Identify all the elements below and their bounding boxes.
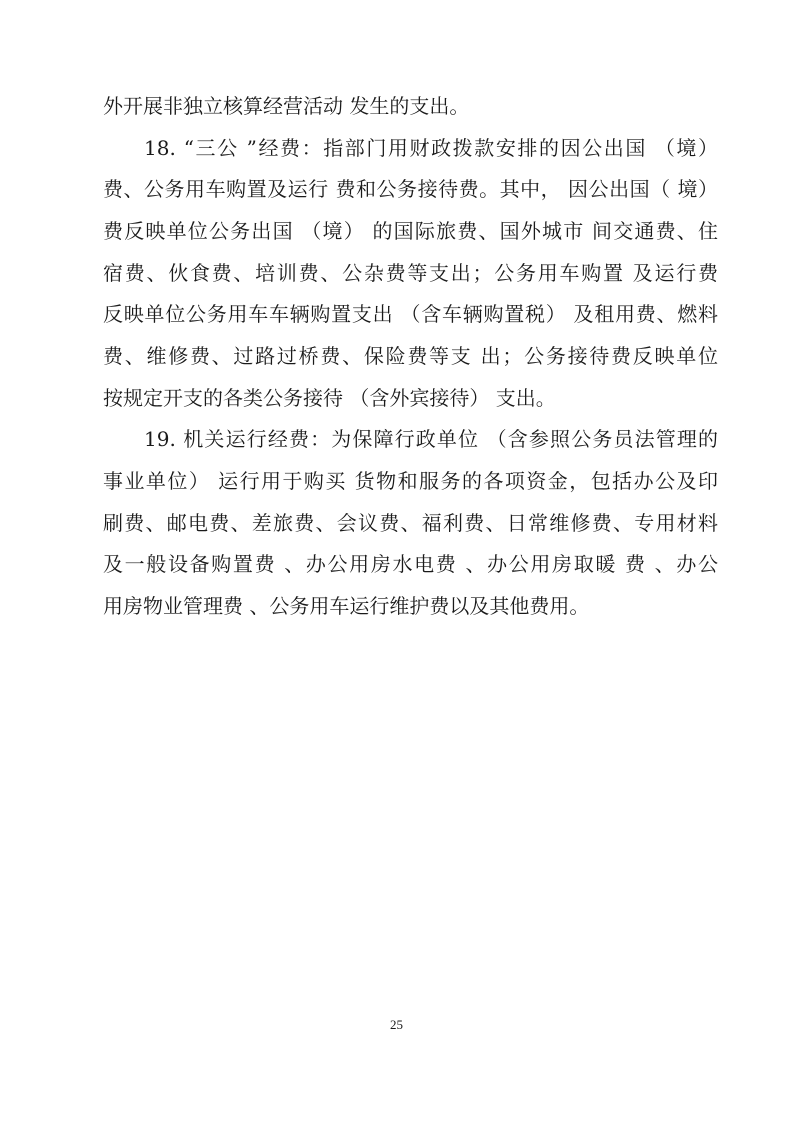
text-line: 反映单位公务用车车辆购置支出 （含车辆购置税） 及租用费、燃料 [103,302,718,327]
page-number: 25 [390,1017,403,1032]
text-line: 宿费、伙食费、培训费、公杂费等支出；公务用车购置 及运行费 [103,260,718,285]
text-line: 外开展非独立核算经营活动 发生的支出。 [103,94,470,118]
text-line: 及一般设备购置费 、办公用房水电费 、办公用房取暖 费 、办公 [103,552,718,577]
text-line: 费反映单位公务出国 （境） 的国际旅费、国外城市 间交通费、住 [103,218,718,243]
paragraph-continuation [103,86,718,128]
paragraph-item-19 [103,419,718,627]
text-line: 事业单位） 运行用于购买 货物和服务的各项资金，包括办公及印 [103,468,718,493]
text-line: 19. 机关运行经费：为保障行政单位 （含参照公务员法管理的 [144,427,718,452]
text-line: 刷费、邮电费、差旅费、会议费、福利费、日常维修费、专用材料 [103,510,718,535]
document-body [103,86,718,628]
paragraph-item-18 [103,128,718,420]
text-line: 费、公务用车购置及运行 费和公务接待费。其中， 因公出国（ 境） [103,177,718,202]
text-line: 费、维修费、过路过桥费、保险费等支 出；公务接待费反映单位 [103,343,718,368]
text-line: 18. “三公 ”经费：指部门用财政拨款安排的因公出国 （境） [144,135,718,160]
text-line: 用房物业管理费 、公务用车运行维护费以及其他费用。 [103,593,590,618]
text-line: 按规定开支的各类公务接待 （含外宾接待） 支出。 [103,385,556,410]
